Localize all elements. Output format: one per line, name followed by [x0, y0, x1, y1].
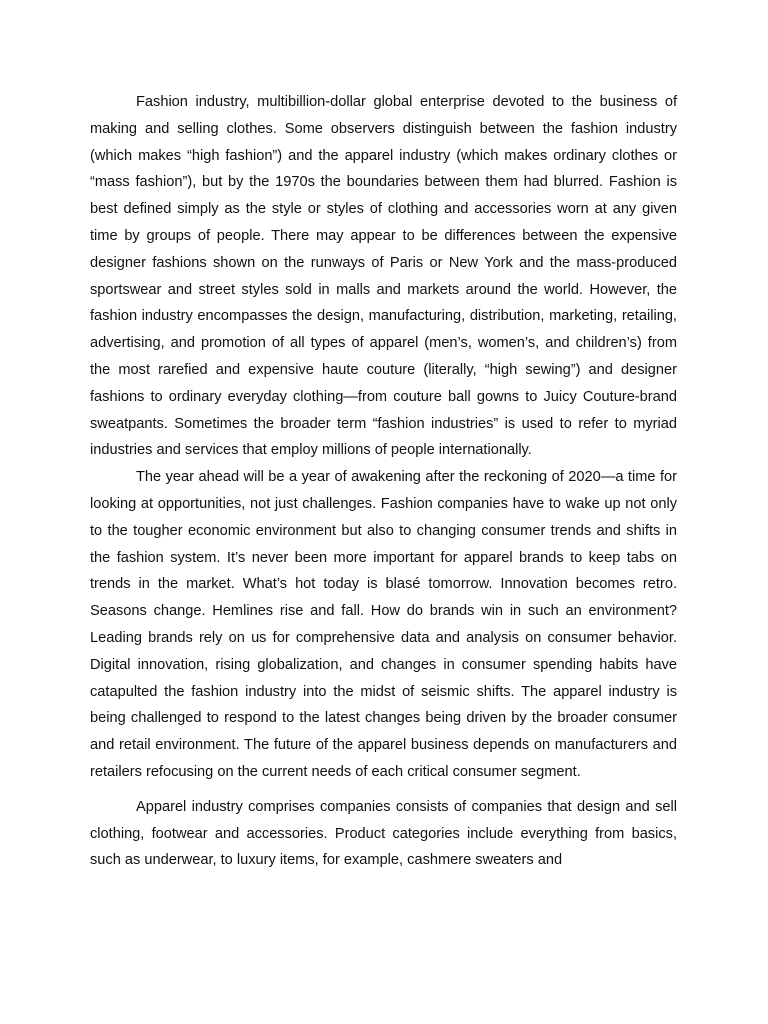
- document-body: [90, 89, 677, 874]
- paragraph-fashion-industry: Fashion industry, multibillion-dollar global enterprise devoted to the business of making and selling clothes. Some observers distinguish between the fashion industry (which makes “high fashion”) and the apparel industry (which makes ordinary clothes or “mass fashion”), but by the 1970s the boundaries between them had blurred. Fashion is best defined simply as the style or styles of clothing and accessories worn at any given time by groups of people. There may appear to be differences between the expensive designer fashions shown on the runways of Paris or New York and the mass-produced sportswear and street styles sold in malls and markets around the world. However, the fashion industry encompasses the design, manufacturing, distribution, marketing, retailing, advertising, and promotion of all types of apparel (men’s, women’s, and children’s) from the most rarefied and expensive haute couture (literally, “high sewing”) and designer fashions to ordinary everyday clothing—from couture ball gowns to Juicy Couture-brand sweatpants. Sometimes the broader term “fashion industries” is used to refer to myriad industries and services that employ millions of people internationally.: [90, 94, 677, 459]
- paragraph-apparel-industry: Apparel industry comprises companies consists of companies that design and sell clothing, footwear and accessories. Product categories include everything from basics, such as underwear, to luxury items, for example, cashmere sweaters and: [90, 798, 677, 869]
- paragraph-year-ahead: The year ahead will be a year of awakening after the reckoning of 2020—a time for looking at opportunities, not just challenges. Fashion companies have to wake up not only to the tougher economic environment but also to changing consumer trends and shifts in the fashion system. It’s never been more important for apparel brands to keep tabs on trends in the market. What’s hot today is blasé tomorrow. Innovation becomes retro. Seasons change. Hemlines rise and fall. How do brands win in such an environment? Leading brands rely on us for comprehensive data and analysis on consumer behavior. Digital innovation, rising globalization, and changes in consumer spending habits have catapulted the fashion industry into the midst of seismic shifts. The apparel industry is being challenged to respond to the latest changes being driven by the broader consumer and retail environment. The future of the apparel business depends on manufacturers and retailers refocusing on the current needs of each critical consumer segment.: [90, 469, 677, 780]
